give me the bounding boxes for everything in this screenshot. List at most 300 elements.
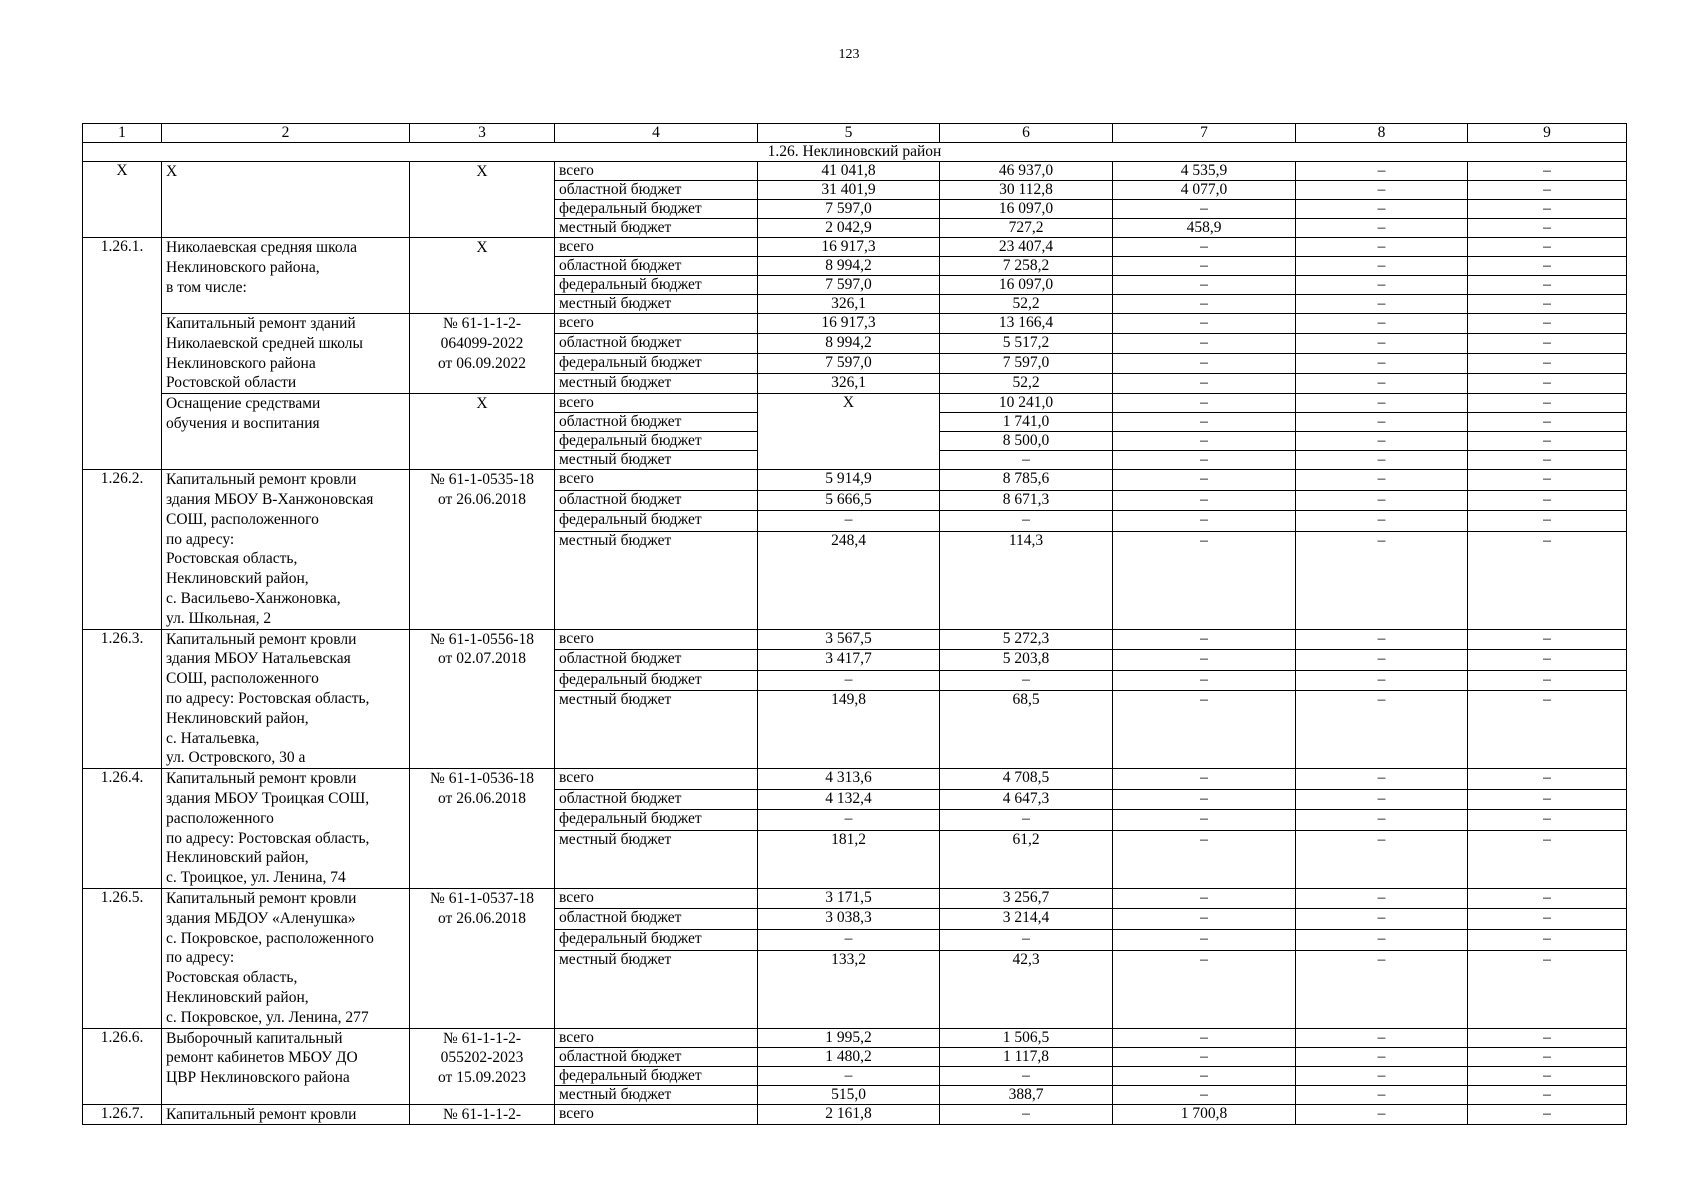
budget-label: областной бюджет [555,257,758,276]
value-col-5: 515,0 [758,1085,940,1104]
value-col-8: – [1296,830,1468,888]
value-col-7: – [1113,650,1296,671]
value-col-8: – [1296,511,1468,532]
budget-label: всего [555,162,758,181]
cell-line: по адресу: [166,949,235,967]
section-title: 1.26. Неклиновский район [83,143,1627,162]
table-row [83,470,1627,491]
value-col-8: – [1296,650,1468,671]
value-col-8: – [1296,629,1468,650]
value-col-8: – [1296,314,1468,334]
table-row [83,394,1627,413]
value-col-9: – [1468,691,1627,769]
cell-line: обучения и воспитания [166,414,320,432]
value-col-5: 5 666,5 [758,490,940,511]
cell-line: по адресу: Ростовская область, [166,829,370,847]
table-row [83,162,1627,181]
cell-line: X [476,163,488,180]
value-col-6: – [940,1066,1113,1085]
value-col-9: – [1468,162,1627,181]
row-name [162,162,410,238]
value-col-5: 4 132,4 [758,789,940,810]
cell-line: Выборочный капитальный [166,1029,343,1047]
value-col-9: – [1468,930,1627,951]
value-col-5: 1 995,2 [758,1028,940,1047]
cell-line: X [476,395,488,413]
value-col-9: – [1468,354,1627,374]
cell-line: Оснащение средствами [166,395,321,413]
value-col-5: 3 417,7 [758,650,940,671]
value-col-7: – [1113,413,1296,432]
column-header-3: 3 [410,124,555,143]
value-col-9: – [1468,451,1627,470]
cell-line: Неклиновский район, [166,570,309,588]
row-name [162,394,410,470]
value-col-6: 1 117,8 [940,1047,1113,1066]
budget-label: местный бюджет [555,219,758,238]
table-row [83,1028,1627,1047]
value-col-9: – [1468,295,1627,314]
value-col-5: – [758,930,940,951]
value-col-8: – [1296,432,1468,451]
cell-line: № 61-1-0535-18 [430,471,534,489]
value-col-6: – [940,511,1113,532]
value-col-9: – [1468,470,1627,491]
value-col-7: 1 700,8 [1113,1104,1296,1125]
value-col-6: 5 272,3 [940,629,1113,650]
row-name [162,1104,410,1125]
value-col-7: – [1113,334,1296,354]
value-col-5: – [758,511,940,532]
value-col-6: 42,3 [940,950,1113,1028]
value-col-9: – [1468,394,1627,413]
value-col-8: – [1296,691,1468,769]
value-col-8: – [1296,334,1468,354]
cell-line: от 06.09.2022 [438,354,526,372]
column-header-6: 6 [940,124,1113,143]
value-col-8: – [1296,295,1468,314]
value-col-9: – [1468,432,1627,451]
column-header-1: 1 [83,124,162,143]
value-col-5: – [758,670,940,691]
value-col-7: – [1113,629,1296,650]
row-document [410,629,555,769]
value-col-9: – [1468,257,1627,276]
value-col-6: 7 597,0 [940,354,1113,374]
row-name [162,769,410,889]
value-col-7: 4 077,0 [1113,181,1296,200]
value-col-9: – [1468,789,1627,810]
value-col-9: – [1468,1104,1627,1125]
cell-line: № 61-1-1-2- [442,315,522,332]
value-col-9: – [1468,769,1627,790]
value-col-7: – [1113,276,1296,295]
value-col-7: – [1113,1085,1296,1104]
value-col-7: – [1113,238,1296,257]
cell-line: Неклиновский район, [166,709,309,727]
row-number: 1.26.1. [83,238,162,470]
value-col-7: – [1113,200,1296,219]
value-col-6: 16 097,0 [940,200,1113,219]
column-header-4: 4 [555,124,758,143]
budget-label: областной бюджет [555,650,758,671]
cell-line: № 61-1-1-2- [442,1029,522,1047]
section-row [83,143,1627,162]
value-col-7: – [1113,257,1296,276]
value-col-5: 7 597,0 [758,276,940,295]
value-col-9: – [1468,181,1627,200]
value-col-6: 8 785,6 [940,470,1113,491]
row-document [410,162,555,238]
cell-line: Неклиновского района, [166,258,320,276]
value-col-8: – [1296,1028,1468,1047]
value-col-9: – [1468,314,1627,334]
value-col-8: – [1296,888,1468,909]
budget-label: областной бюджет [555,789,758,810]
value-col-6: 1 741,0 [940,413,1113,432]
budget-label: всего [555,1028,758,1047]
value-col-7: – [1113,354,1296,374]
value-col-7: – [1113,1066,1296,1085]
value-col-9: – [1468,650,1627,671]
value-col-6: – [940,930,1113,951]
value-col-6: – [940,670,1113,691]
value-col-7: – [1113,670,1296,691]
cell-line: Капитальный ремонт кровли [166,770,357,788]
budget-label: всего [555,394,758,413]
budget-label: областной бюджет [555,334,758,354]
value-col-5: 2 042,9 [758,219,940,238]
value-col-6: 13 166,4 [940,314,1113,334]
value-col-9: – [1468,950,1627,1028]
value-col-6: 16 097,0 [940,276,1113,295]
budget-label: областной бюджет [555,1047,758,1066]
value-col-8: – [1296,1104,1468,1125]
value-col-8: – [1296,451,1468,470]
cell-line: ЦВР Неклиновского района [166,1069,350,1087]
value-col-7: – [1113,830,1296,888]
value-col-5: 5 914,9 [758,470,940,491]
value-col-7: – [1113,909,1296,930]
cell-line: от 26.06.2018 [438,789,526,807]
cell-line: СОШ, расположенного [166,670,319,688]
value-col-5: 3 567,5 [758,629,940,650]
cell-line: от 26.06.2018 [438,909,526,927]
cell-line: ул. Школьная, 2 [166,609,272,627]
budget-label: федеральный бюджет [555,930,758,951]
value-col-5: 1 480,2 [758,1047,940,1066]
value-col-6: 23 407,4 [940,238,1113,257]
value-col-9: – [1468,909,1627,930]
value-col-7: – [1113,531,1296,629]
value-col-9: – [1468,1047,1627,1066]
table-row [83,888,1627,909]
column-header-2: 2 [162,124,410,143]
value-col-5: 8 994,2 [758,334,940,354]
value-col-7: – [1113,789,1296,810]
value-col-7: – [1113,374,1296,394]
budget-label: местный бюджет [555,1085,758,1104]
value-col-8: – [1296,238,1468,257]
value-col-7: – [1113,470,1296,491]
row-name [162,629,410,769]
value-col-6: – [940,451,1113,470]
cell-line: от 02.07.2018 [438,650,526,668]
value-col-5: – [758,1066,940,1085]
value-col-9: – [1468,810,1627,831]
table-row [83,769,1627,790]
value-col-8: – [1296,1085,1468,1104]
value-col-8: – [1296,531,1468,629]
row-document [410,394,555,470]
value-col-9: – [1468,888,1627,909]
value-col-5: 326,1 [758,295,940,314]
cell-line: с. Троицкое, ул. Ленина, 74 [166,869,346,887]
cell-line: с. Натальевка, [166,729,260,747]
value-col-5: 41 041,8 [758,162,940,181]
value-col-9: – [1468,276,1627,295]
value-col-5: 8 994,2 [758,257,940,276]
budget-label: федеральный бюджет [555,670,758,691]
budget-label: федеральный бюджет [555,276,758,295]
value-col-9: – [1468,1028,1627,1047]
row-name [162,238,410,314]
value-col-6: 8 671,3 [940,490,1113,511]
row-name [162,314,410,394]
cell-line: Капитальный ремонт кровли [166,630,357,648]
budget-label: местный бюджет [555,950,758,1028]
cell-line: с. Покровское, расположенного [166,929,374,947]
value-col-5: 181,2 [758,830,940,888]
row-number: 1.26.4. [83,769,162,889]
value-col-7: – [1113,930,1296,951]
value-col-7: – [1113,295,1296,314]
cell-line: Неклиновский район, [166,849,309,867]
cell-line: 064099-2022 [440,334,524,352]
value-col-8: – [1296,1066,1468,1085]
row-document [410,888,555,1028]
column-header-8: 8 [1296,124,1468,143]
value-col-5: 7 597,0 [758,200,940,219]
cell-line: здания МБДОУ «Аленушка» [166,909,356,927]
column-header-7: 7 [1113,124,1296,143]
value-col-6: – [940,1104,1113,1125]
cell-line: 055202-2023 [440,1049,524,1067]
value-col-9: – [1468,490,1627,511]
value-col-9: – [1468,413,1627,432]
value-col-5: X [758,394,940,470]
value-col-8: – [1296,162,1468,181]
value-col-5: 2 161,8 [758,1104,940,1125]
value-col-6: 3 256,7 [940,888,1113,909]
cell-line: X [166,163,178,180]
value-col-7: – [1113,769,1296,790]
cell-line: Капитальный ремонт кровли [166,1105,357,1123]
value-col-9: – [1468,334,1627,354]
cell-line: Капитальный ремонт кровли [166,471,357,489]
cell-line: № 61-1-0556-18 [430,630,534,648]
value-col-7: – [1113,432,1296,451]
budget-label: федеральный бюджет [555,511,758,532]
value-col-7: 4 535,9 [1113,162,1296,181]
value-col-6: 3 214,4 [940,909,1113,930]
budget-label: всего [555,238,758,257]
cell-line: № 61-1-1-2- [442,1105,522,1123]
value-col-8: – [1296,394,1468,413]
budget-label: всего [555,470,758,491]
cell-line: № 61-1-0537-18 [430,889,534,907]
value-col-7: – [1113,314,1296,334]
value-col-7: – [1113,950,1296,1028]
value-col-5: – [758,810,940,831]
column-header-5: 5 [758,124,940,143]
budget-label: местный бюджет [555,830,758,888]
budget-table [82,123,1627,1125]
value-col-5: 3 038,3 [758,909,940,930]
cell-line: по адресу: [166,530,235,548]
value-col-5: 16 917,3 [758,314,940,334]
cell-line: Капитальный ремонт зданий [166,315,356,332]
value-col-9: – [1468,531,1627,629]
value-col-8: – [1296,219,1468,238]
cell-line: ул. Островского, 30 а [166,749,306,767]
cell-line: расположенного [166,809,274,827]
table-row [83,238,1627,257]
value-col-6: 5 517,2 [940,334,1113,354]
value-col-7: – [1113,490,1296,511]
cell-line: от 15.09.2023 [438,1069,526,1087]
table-row [83,1104,1627,1125]
budget-label: областной бюджет [555,181,758,200]
budget-label: местный бюджет [555,691,758,769]
value-col-6: 114,3 [940,531,1113,629]
cell-line: здания МБОУ Натальевская [166,650,351,668]
cell-line: СОШ, расположенного [166,510,319,528]
budget-label: местный бюджет [555,531,758,629]
header-row [83,124,1627,143]
value-col-5: 31 401,9 [758,181,940,200]
budget-label: местный бюджет [555,451,758,470]
value-col-5: 248,4 [758,531,940,629]
value-col-5: 149,8 [758,691,940,769]
value-col-8: – [1296,257,1468,276]
value-col-6: 46 937,0 [940,162,1113,181]
value-col-6: 68,5 [940,691,1113,769]
value-col-9: – [1468,200,1627,219]
value-col-5: 16 917,3 [758,238,940,257]
value-col-8: – [1296,470,1468,491]
value-col-9: – [1468,830,1627,888]
value-col-7: – [1113,888,1296,909]
value-col-5: 4 313,6 [758,769,940,790]
value-col-5: 133,2 [758,950,940,1028]
value-col-8: – [1296,950,1468,1028]
value-col-7: – [1113,810,1296,831]
budget-label: местный бюджет [555,374,758,394]
value-col-8: – [1296,930,1468,951]
budget-label: всего [555,888,758,909]
value-col-9: – [1468,1085,1627,1104]
value-col-6: 727,2 [940,219,1113,238]
row-name [162,1028,410,1104]
row-document [410,470,555,629]
value-col-6: 4 647,3 [940,789,1113,810]
value-col-9: – [1468,374,1627,394]
budget-label: федеральный бюджет [555,1066,758,1085]
budget-label: всего [555,314,758,334]
cell-line: от 26.06.2018 [438,490,526,508]
cell-line: по адресу: Ростовская область, [166,689,370,707]
cell-line: здания МБОУ Троицкая СОШ, [166,789,370,807]
budget-label: федеральный бюджет [555,200,758,219]
value-col-6: 61,2 [940,830,1113,888]
budget-label: всего [555,629,758,650]
value-col-6: 8 500,0 [940,432,1113,451]
value-col-9: – [1468,629,1627,650]
row-document [410,238,555,314]
row-document [410,769,555,889]
cell-line: с. Покровское, ул. Ленина, 277 [166,1008,369,1026]
value-col-8: – [1296,789,1468,810]
value-col-8: – [1296,769,1468,790]
value-col-9: – [1468,511,1627,532]
value-col-6: 52,2 [940,295,1113,314]
value-col-8: – [1296,810,1468,831]
value-col-9: – [1468,238,1627,257]
value-col-6: – [940,810,1113,831]
budget-label: всего [555,1104,758,1125]
value-col-7: – [1113,1028,1296,1047]
value-col-7: 458,9 [1113,219,1296,238]
row-document [410,1104,555,1125]
value-col-8: – [1296,374,1468,394]
value-col-6: 388,7 [940,1085,1113,1104]
value-col-9: – [1468,1066,1627,1085]
row-name [162,888,410,1028]
cell-line: № 61-1-0536-18 [430,770,534,788]
budget-label: областной бюджет [555,413,758,432]
budget-label: всего [555,769,758,790]
table-row [83,314,1627,334]
cell-line: Николаевской средней школы [166,334,363,352]
cell-line: X [476,239,488,256]
cell-line: здания МБОУ В-Ханжоновская [166,490,374,508]
value-col-8: – [1296,670,1468,691]
row-number: 1.26.6. [83,1028,162,1104]
cell-line: ремонт кабинетов МБОУ ДО [166,1049,358,1067]
cell-line: с. Васильево-Ханжоновка, [166,589,341,607]
row-number: 1.26.5. [83,888,162,1028]
cell-line: Ростовской области [166,374,297,392]
budget-label: федеральный бюджет [555,432,758,451]
cell-line: Николаевская средняя школа [166,239,358,256]
cell-line: Неклиновского района [166,354,316,372]
table-row [83,629,1627,650]
cell-line: Неклиновский район, [166,988,309,1006]
budget-label: областной бюджет [555,490,758,511]
value-col-8: – [1296,909,1468,930]
value-col-7: – [1113,1047,1296,1066]
row-number: X [83,162,162,238]
value-col-8: – [1296,276,1468,295]
value-col-8: – [1296,181,1468,200]
value-col-5: 326,1 [758,374,940,394]
value-col-8: – [1296,490,1468,511]
row-number: 1.26.7. [83,1104,162,1125]
value-col-9: – [1468,219,1627,238]
cell-line: Ростовская область, [166,969,298,987]
budget-label: областной бюджет [555,909,758,930]
